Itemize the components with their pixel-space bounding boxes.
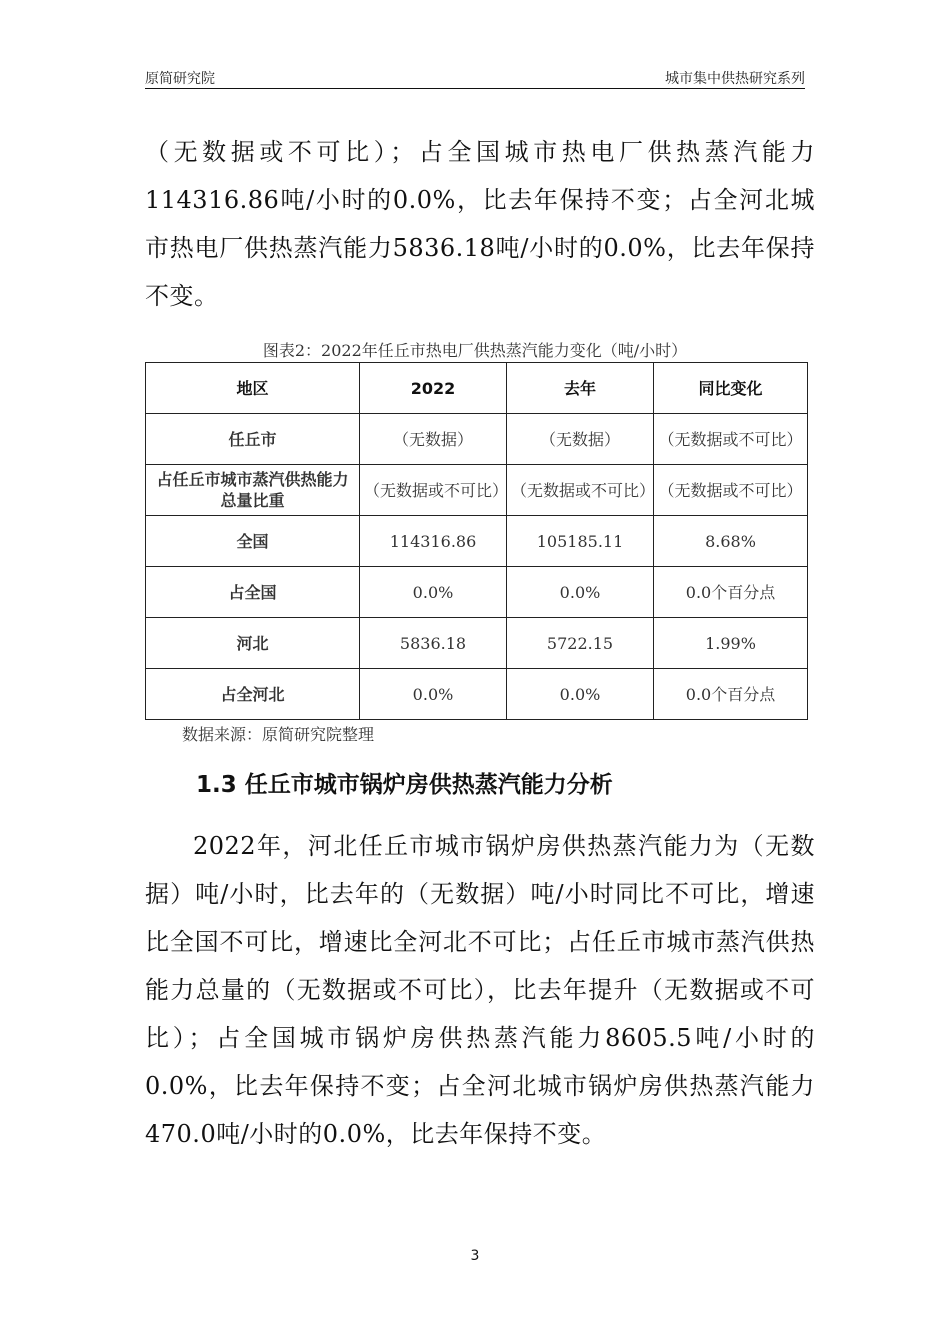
cell-last-year: （无数据或不可比） xyxy=(507,465,654,516)
section-paragraph: 2022年，河北任丘市城市锅炉房供热蒸汽能力为（无数据）吨/小时，比去年的（无数据）吨/小时同比不可比，增速比全国不可比，增速比全河北不可比；占任丘市城市蒸汽供热能力总量的（无数据或不可比），比去年提升（无数据或不可比）；占全国城市锅炉房供热蒸汽能力8605.5吨/小时的0.0%，比去年保持不变；占全河北城市锅炉房供热蒸汽能力470.0吨/小时的0.0%，比去年保持不变。 xyxy=(145,832,815,1148)
section-heading: 1.3 任丘市城市锅炉房供热蒸汽能力分析 xyxy=(196,772,613,798)
table-row xyxy=(146,618,808,669)
top-paragraph: （无数据或不可比）；占全国城市热电厂供热蒸汽能力114316.86吨/小时的0.0%，比去年保持不变；占全河北城市热电厂供热蒸汽能力5836.18吨/小时的0.0%，比去年保持不变。 xyxy=(145,138,815,310)
header-last-year: 去年 xyxy=(507,363,654,414)
table-caption: 图表2：2022年任丘市热电厂供热蒸汽能力变化（吨/小时） xyxy=(262,341,688,360)
row-label: 占全国 xyxy=(146,567,360,618)
cell-2022: 114316.86 xyxy=(360,516,507,567)
cell-2022: （无数据或不可比） xyxy=(360,465,507,516)
header-region: 地区 xyxy=(146,363,360,414)
table-header-row xyxy=(146,363,808,414)
data-table xyxy=(145,362,808,720)
table-row xyxy=(146,669,808,720)
row-label: 占全河北 xyxy=(146,669,360,720)
table-row xyxy=(146,414,808,465)
data-source-note: 数据来源：原简研究院整理 xyxy=(182,725,375,744)
cell-change: 1.99% xyxy=(654,618,808,669)
cell-2022: 5836.18 xyxy=(360,618,507,669)
cell-change: 0.0个百分点 xyxy=(654,567,808,618)
cell-change: （无数据或不可比） xyxy=(654,465,808,516)
page-number: 3 xyxy=(470,1248,480,1264)
cell-last-year: 5722.15 xyxy=(507,618,654,669)
cell-2022: （无数据） xyxy=(360,414,507,465)
cell-change: 8.68% xyxy=(654,516,808,567)
cell-last-year: （无数据） xyxy=(507,414,654,465)
cell-change: 0.0个百分点 xyxy=(654,669,808,720)
cell-last-year: 0.0% xyxy=(507,567,654,618)
table-row xyxy=(146,567,808,618)
header-change: 同比变化 xyxy=(654,363,808,414)
header-divider xyxy=(145,88,805,89)
cell-2022: 0.0% xyxy=(360,669,507,720)
cell-2022: 0.0% xyxy=(360,567,507,618)
header-2022: 2022 xyxy=(360,363,507,414)
header-right: 城市集中供热研究系列 xyxy=(665,71,805,87)
table-row xyxy=(146,465,808,516)
row-label: 全国 xyxy=(146,516,360,567)
cell-last-year: 0.0% xyxy=(507,669,654,720)
row-label: 任丘市 xyxy=(146,414,360,465)
row-label: 占任丘市城市蒸汽供热能力总量比重 xyxy=(146,465,360,516)
table-row xyxy=(146,516,808,567)
row-label: 河北 xyxy=(146,618,360,669)
cell-last-year: 105185.11 xyxy=(507,516,654,567)
cell-change: （无数据或不可比） xyxy=(654,414,808,465)
header-left: 原简研究院 xyxy=(145,71,215,87)
